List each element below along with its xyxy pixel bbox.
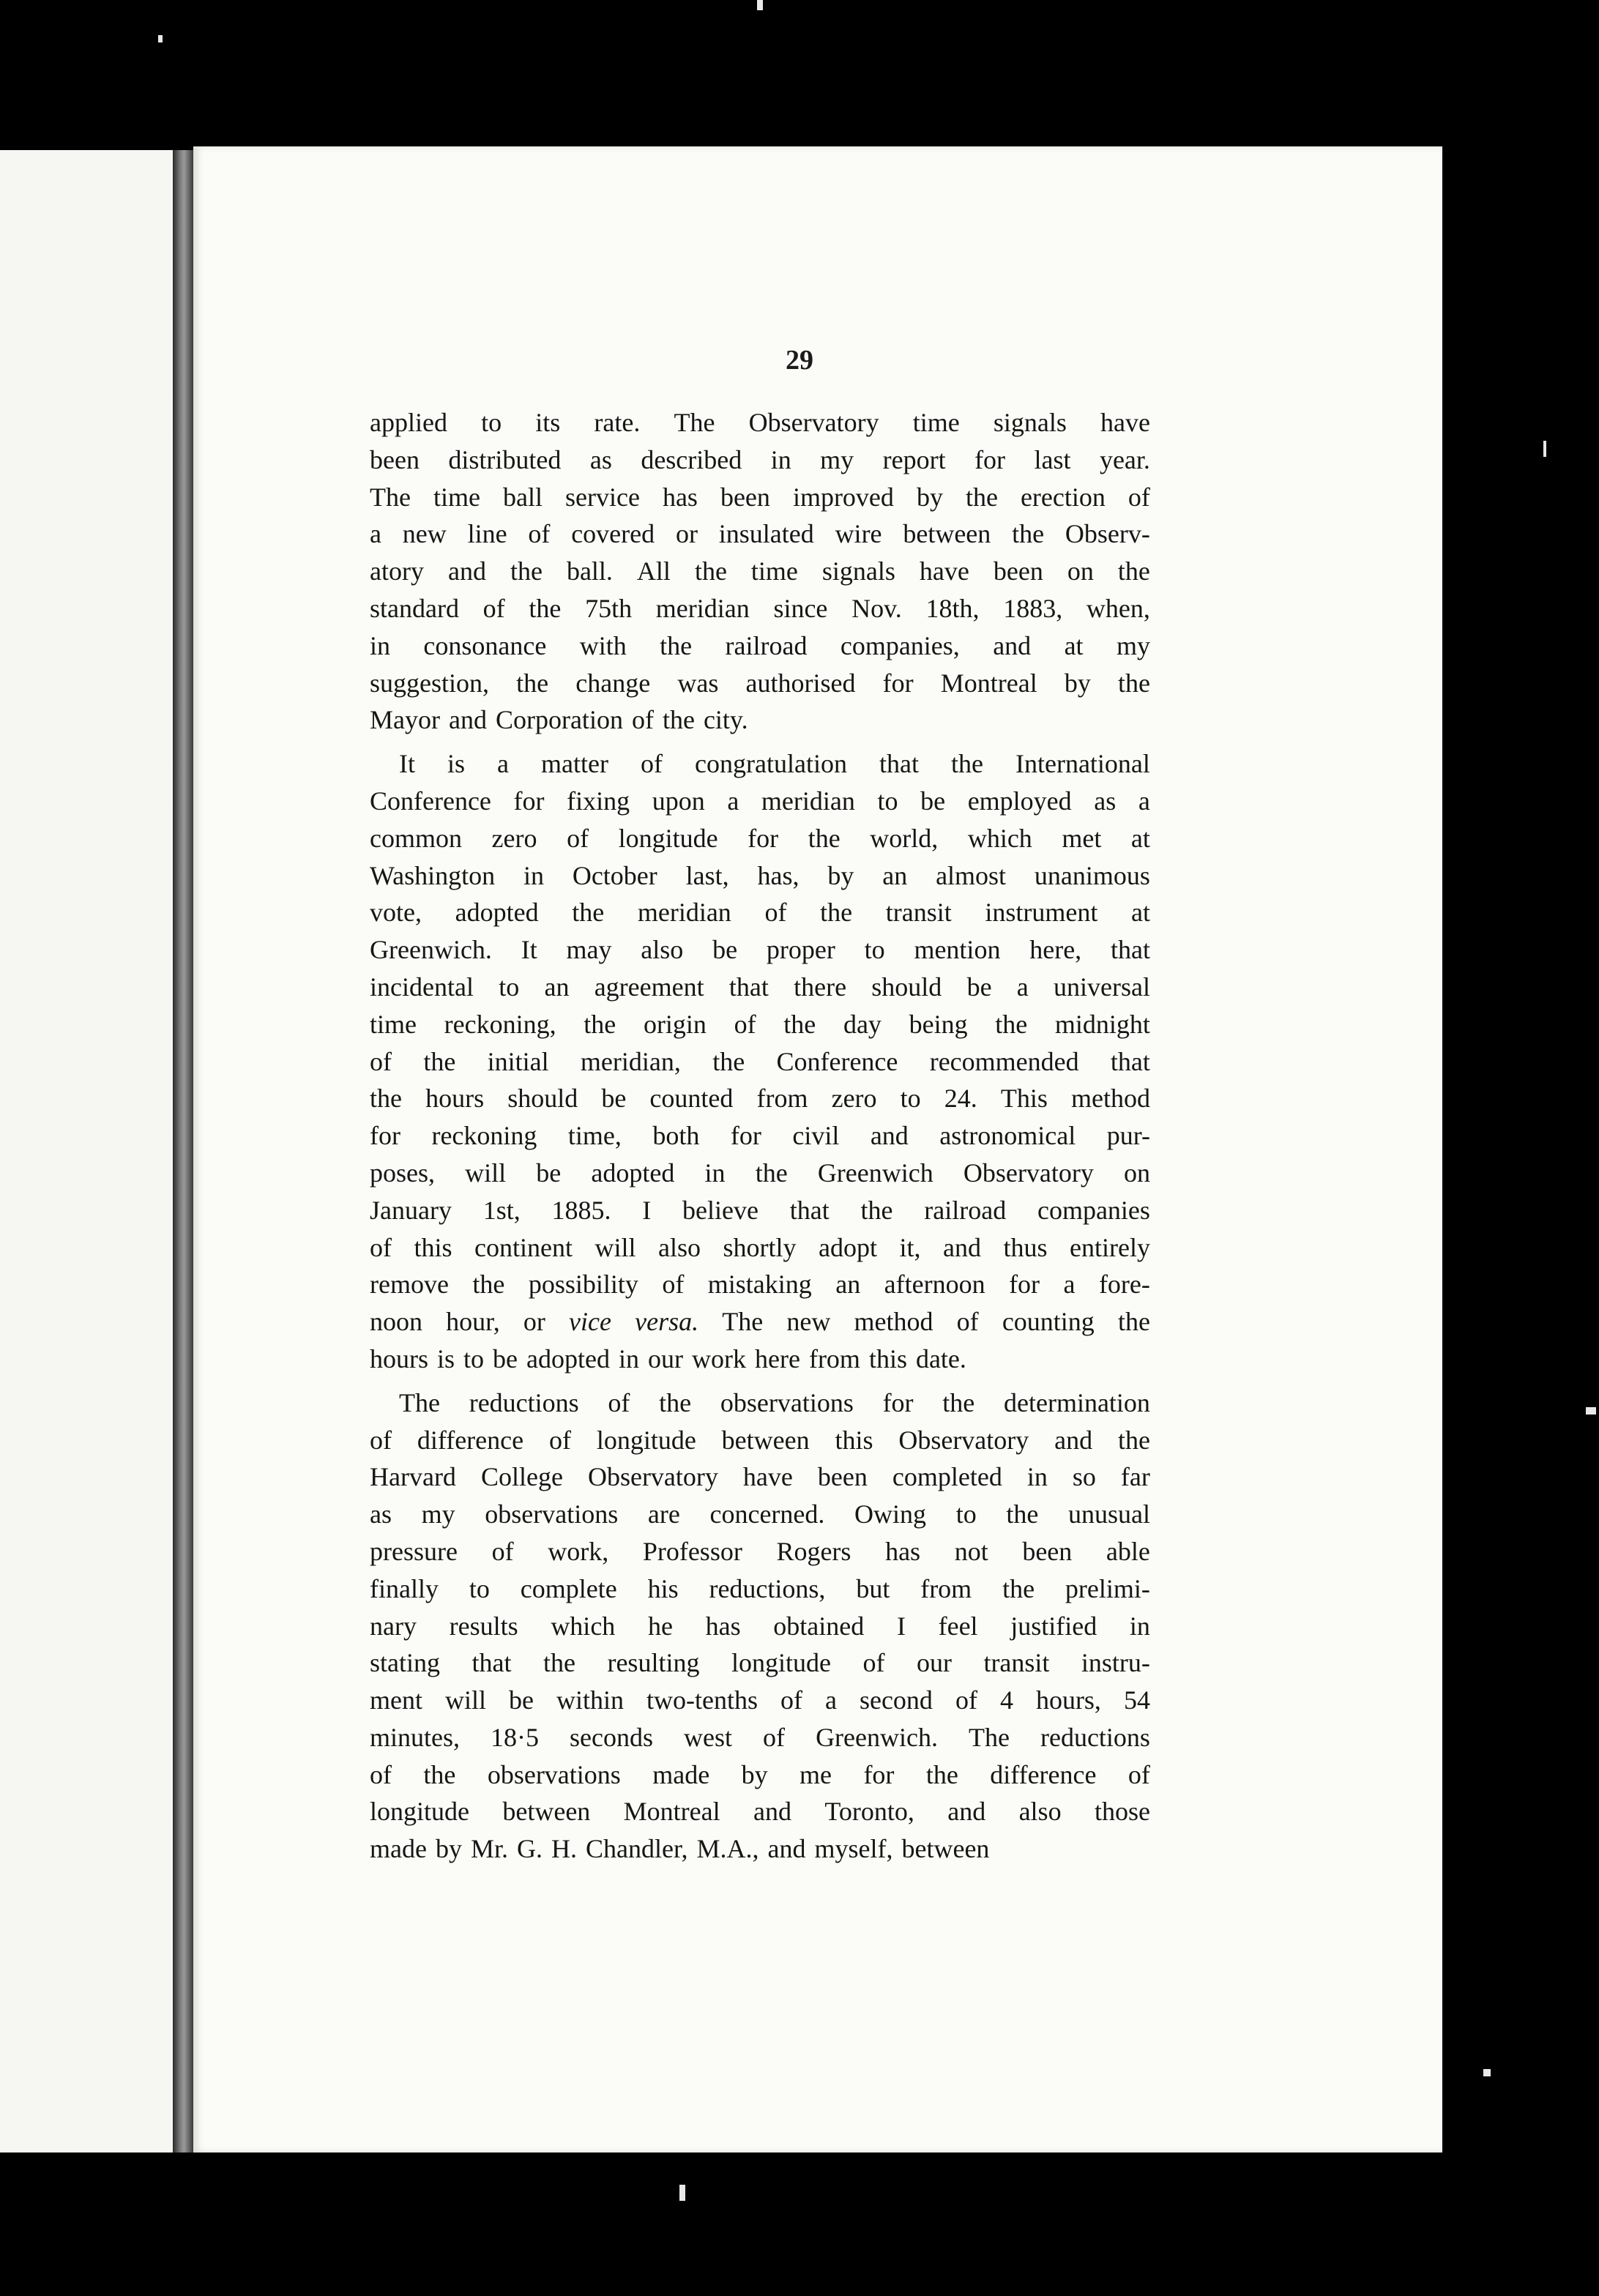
paragraph xyxy=(370,745,1150,1378)
text-line: minutes, 18·5 seconds west of Greenwich. The reductions xyxy=(370,1722,1150,1752)
text-line: Harvard College Observatory have been completed in so far xyxy=(370,1462,1150,1492)
text-line: nary results which he has obtained I feel justified in xyxy=(370,1611,1150,1641)
text-line: of the initial meridian, the Conference recommended that xyxy=(370,1046,1150,1076)
text-line: suggestion, the change was authorised for Montreal by the xyxy=(370,668,1150,698)
film-speck xyxy=(1543,441,1546,457)
text-line: of the observations made by me for the difference of xyxy=(370,1759,1150,1789)
text-line: remove the possibility of mistaking an afternoon for a fore- xyxy=(370,1270,1150,1300)
text-line: Mayor and Corporation of the city. xyxy=(370,705,748,735)
text-line: Conference for fixing upon a meridian to be employed as a xyxy=(370,786,1150,816)
text-line: for reckoning time, both for civil and astronomical pur- xyxy=(370,1121,1150,1151)
text-line: ment will be within two-tenths of a second of 4 hours, 54 xyxy=(370,1685,1150,1715)
film-speck xyxy=(158,35,163,42)
text-line: a new line of covered or insulated wire between the Observ- xyxy=(370,519,1150,549)
text-line: time reckoning, the origin of the day being the midnight xyxy=(370,1009,1150,1039)
text-line: finally to complete his reductions, but from the prelimi- xyxy=(370,1573,1150,1603)
text-line: stating that the resulting longitude of our transit instru- xyxy=(370,1648,1150,1678)
text-line: atory and the ball. All the time signals have been on the xyxy=(370,556,1150,586)
text-line: Greenwich. It may also be proper to mention here, that xyxy=(370,935,1150,965)
film-speck xyxy=(679,2185,685,2201)
text-line: been distributed as described in my report for last year. xyxy=(370,444,1150,474)
text-line: January 1st, 1885. I believe that the railroad companies xyxy=(370,1195,1150,1225)
text-line: incidental to an agreement that there should be a universal xyxy=(370,972,1150,1002)
text-line: poses, will be adopted in the Greenwich Observatory on xyxy=(370,1158,1150,1188)
text-line: of difference of longitude between this Observatory and the xyxy=(370,1425,1150,1455)
paragraph xyxy=(370,1384,1150,1868)
text-line: The time ball service has been improved by the erection of xyxy=(370,482,1150,512)
book-spine xyxy=(173,150,193,2152)
text-line: vote, adopted the meridian of the transit instrument at xyxy=(370,898,1150,928)
text-line: hours is to be adopted in our work here from this date. xyxy=(370,1343,966,1374)
text-line: noon hour, or vice versa. The new method of counting the xyxy=(370,1307,1150,1337)
text-line: The reductions of the observations for the determination xyxy=(399,1387,1150,1417)
text-line: the hours should be counted from zero to 24. This method xyxy=(370,1084,1150,1114)
text-line: pressure of work, Professor Rogers has not been able xyxy=(370,1536,1150,1566)
text-line: applied to its rate. The Observatory time signals have xyxy=(370,408,1150,437)
text-line: It is a matter of congratulation that the International xyxy=(399,749,1150,779)
body-text xyxy=(370,404,1150,1868)
text-line: made by Mr. G. H. Chandler, M.A., and myself, between xyxy=(370,1834,990,1864)
text-line: standard of the 75th meridian since Nov. 18th, 1883, when, xyxy=(370,593,1150,623)
text-line: as my observations are concerned. Owing to the unusual xyxy=(370,1499,1150,1529)
text-line: longitude between Montreal and Toronto, and also those xyxy=(370,1797,1150,1827)
text-line: common zero of longitude for the world, which met at xyxy=(370,823,1150,853)
left-page xyxy=(0,150,173,2152)
film-speck xyxy=(1586,1407,1596,1414)
text-line: of this continent will also shortly adopt it, and thus entirely xyxy=(370,1232,1150,1262)
text-line: Washington in October last, has, by an almost unanimous xyxy=(370,860,1150,890)
film-speck xyxy=(1483,2069,1491,2076)
paragraph xyxy=(370,404,1150,739)
film-speck xyxy=(757,0,763,10)
text-line: in consonance with the railroad companies, and at my xyxy=(370,630,1150,660)
page-number: 29 xyxy=(786,345,813,376)
